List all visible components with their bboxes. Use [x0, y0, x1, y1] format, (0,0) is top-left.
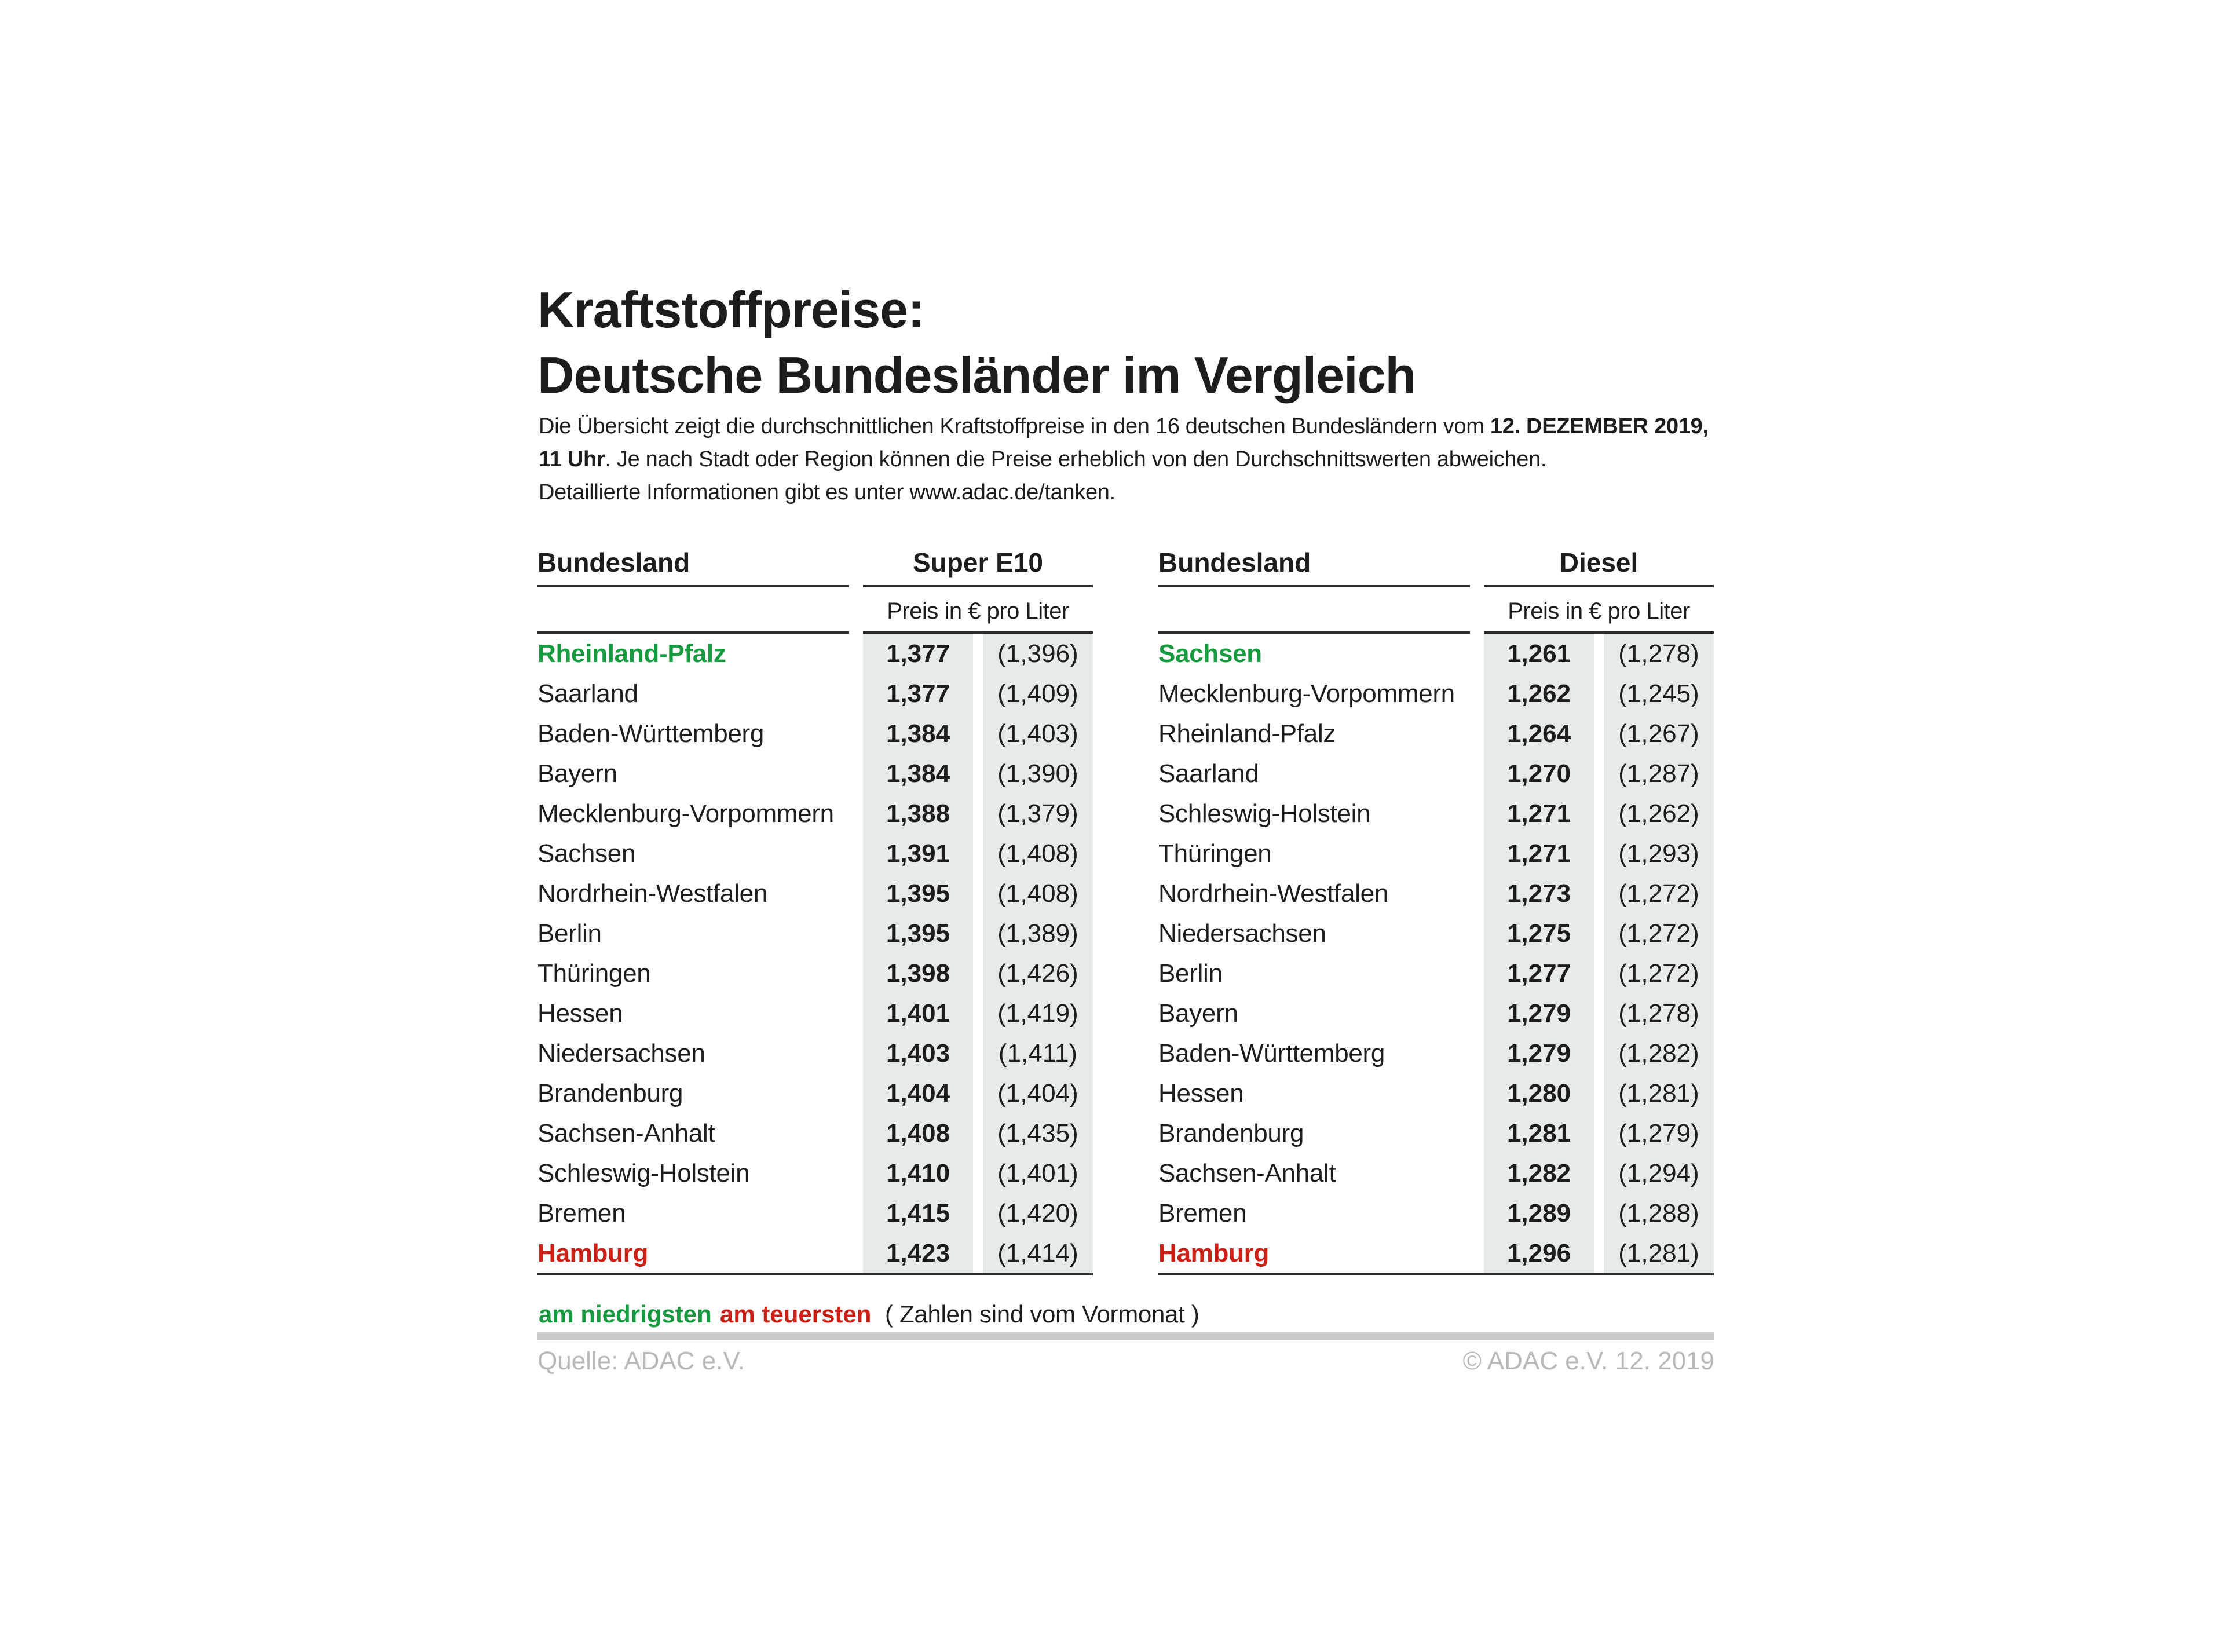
previous-month-price: (1,404): [997, 1079, 1078, 1108]
previous-month-price: (1,281): [1618, 1239, 1699, 1267]
table-diesel: [1158, 544, 1714, 1275]
current-price: 1,289: [1506, 1199, 1571, 1227]
table-row: [537, 834, 1093, 873]
page-title: [537, 277, 1416, 408]
previous-month-price: (1,278): [1618, 999, 1699, 1028]
table-body: [1158, 634, 1714, 1273]
state-name: Rheinland-Pfalz: [1158, 719, 1336, 748]
state-name: Sachsen-Anhalt: [1158, 1159, 1336, 1187]
previous-month-price: (1,426): [997, 959, 1078, 988]
table-row: [537, 993, 1093, 1033]
page-title-line1: Kraftstoffpreise:: [537, 281, 924, 338]
previous-month-price: (1,408): [997, 839, 1078, 868]
intro-line3-text: Detaillierte Informationen gibt es unter www.adac.de/tanken.: [539, 480, 1116, 505]
state-name: Niedersachsen: [537, 1039, 705, 1068]
table-row: [537, 1033, 1093, 1073]
state-name: Schleswig-Holstein: [1158, 799, 1371, 828]
current-price: 1,270: [1506, 759, 1571, 788]
intro-line2: [539, 443, 1709, 476]
previous-month-price: (1,262): [1618, 799, 1699, 828]
table-row: [1158, 794, 1714, 834]
state-name: Bremen: [1158, 1199, 1247, 1227]
state-name: Saarland: [537, 679, 638, 708]
current-price: 1,384: [886, 719, 950, 748]
state-name: Mecklenburg-Vorpommern: [537, 799, 834, 828]
state-name: Berlin: [537, 919, 602, 948]
previous-month-price: (1,401): [997, 1159, 1078, 1187]
state-name: Schleswig-Holstein: [537, 1159, 750, 1187]
table-row: [1158, 913, 1714, 953]
current-price: 1,277: [1506, 959, 1571, 988]
state-name: Berlin: [1158, 959, 1223, 988]
header-rule: [1484, 585, 1714, 587]
legend-note: ( Zahlen sind vom Vormonat ): [885, 1300, 1199, 1328]
current-price: 1,401: [886, 999, 950, 1028]
intro-line1-regular: Die Übersicht zeigt die durchschnittlichen Kraftstoffpreise in den 16 deutschen Bundesländern vom: [539, 414, 1490, 438]
table-row: [537, 913, 1093, 953]
legend: [537, 1296, 1714, 1332]
table-row: [1158, 754, 1714, 794]
previous-month-price: (1,419): [997, 999, 1078, 1028]
table-row: [1158, 1153, 1714, 1193]
intro-line2-regular: . Je nach Stadt oder Region können die Preise erheblich von den Durchschnittswerten abweichen.: [605, 447, 1547, 472]
current-price: 1,279: [1506, 1039, 1571, 1068]
table-super-e10: [537, 544, 1093, 1275]
table-row: [1158, 1193, 1714, 1233]
previous-month-price: (1,409): [997, 679, 1078, 708]
source-label: Quelle: ADAC e.V.: [537, 1347, 745, 1375]
table-row: [1158, 993, 1714, 1033]
state-name: Hessen: [537, 999, 623, 1028]
current-price: 1,391: [886, 839, 950, 868]
state-name: Thüringen: [537, 959, 651, 988]
previous-month-price: (1,396): [997, 639, 1078, 668]
current-price: 1,282: [1506, 1159, 1571, 1187]
current-price: 1,395: [886, 919, 950, 948]
footer: [537, 1344, 1714, 1379]
previous-month-price: (1,245): [1618, 679, 1699, 708]
legend-highest-label: am teuersten: [720, 1300, 872, 1328]
state-name: Niedersachsen: [1158, 919, 1326, 948]
table-row: [537, 1153, 1093, 1193]
current-price: 1,415: [886, 1199, 950, 1227]
previous-month-price: (1,267): [1618, 719, 1699, 748]
column-header-fuel: Super E10: [913, 547, 1043, 578]
previous-month-price: (1,282): [1618, 1039, 1699, 1068]
state-name: Saarland: [1158, 759, 1259, 788]
table-row: [537, 794, 1093, 834]
intro-time-bold: 11 Uhr: [539, 447, 605, 472]
current-price: 1,261: [1506, 639, 1571, 668]
previous-month-price: (1,414): [997, 1239, 1078, 1267]
state-name: Hamburg: [1158, 1239, 1270, 1267]
previous-month-price: (1,390): [997, 759, 1078, 788]
current-price: 1,395: [886, 879, 950, 908]
state-name: Nordrhein-Westfalen: [537, 879, 768, 908]
table-row: [1158, 953, 1714, 993]
state-name: Sachsen: [1158, 639, 1262, 668]
current-price: 1,264: [1506, 719, 1571, 748]
table-body: [537, 634, 1093, 1273]
previous-month-price: (1,403): [997, 719, 1078, 748]
current-price: 1,408: [886, 1119, 950, 1147]
state-name: Brandenburg: [1158, 1119, 1304, 1147]
state-name: Sachsen-Anhalt: [537, 1119, 715, 1147]
column-header-bundesland: Bundesland: [1158, 547, 1311, 578]
table-row: [537, 1113, 1093, 1153]
previous-month-price: (1,281): [1618, 1079, 1699, 1108]
current-price: 1,404: [886, 1079, 950, 1108]
current-price: 1,262: [1506, 679, 1571, 708]
table-row: [537, 1233, 1093, 1273]
previous-month-price: (1,435): [997, 1119, 1078, 1147]
bottom-rule: [1158, 1273, 1714, 1275]
previous-month-price: (1,272): [1618, 959, 1699, 988]
current-price: 1,281: [1506, 1119, 1571, 1147]
previous-month-price: (1,389): [997, 919, 1078, 948]
previous-month-price: (1,279): [1618, 1119, 1699, 1147]
state-name: Sachsen: [537, 839, 636, 868]
previous-month-price: (1,272): [1618, 919, 1699, 948]
legend-lowest-label: am niedrigsten: [539, 1300, 712, 1328]
current-price: 1,403: [886, 1039, 950, 1068]
state-name: Bayern: [537, 759, 617, 788]
intro-line1: [539, 410, 1709, 443]
previous-month-price: (1,294): [1618, 1159, 1699, 1187]
footer-divider: [537, 1332, 1714, 1340]
table-row: [537, 714, 1093, 754]
current-price: 1,410: [886, 1159, 950, 1187]
state-name: Baden-Württemberg: [1158, 1039, 1385, 1068]
current-price: 1,423: [886, 1239, 950, 1267]
table-row: [1158, 1113, 1714, 1153]
previous-month-price: (1,288): [1618, 1199, 1699, 1227]
current-price: 1,377: [886, 639, 950, 668]
table-row: [1158, 714, 1714, 754]
current-price: 1,279: [1506, 999, 1571, 1028]
state-name: Rheinland-Pfalz: [537, 639, 726, 668]
page-title-line2: Deutsche Bundesländer im Vergleich: [537, 346, 1416, 404]
current-price: 1,273: [1506, 879, 1571, 908]
table-row: [1158, 873, 1714, 913]
state-name: Mecklenburg-Vorpommern: [1158, 679, 1455, 708]
state-name: Hamburg: [537, 1239, 649, 1267]
copyright-label: © ADAC e.V. 12. 2019: [1462, 1347, 1714, 1375]
previous-month-price: (1,411): [998, 1039, 1078, 1068]
previous-month-price: (1,287): [1618, 759, 1699, 788]
header-rule: [863, 585, 1093, 587]
current-price: 1,384: [886, 759, 950, 788]
table-row: [537, 873, 1093, 913]
table-row: [537, 754, 1093, 794]
table-row: [1158, 1073, 1714, 1113]
previous-month-price: (1,293): [1618, 839, 1699, 868]
table-row: [1158, 834, 1714, 873]
state-name: Hessen: [1158, 1079, 1244, 1108]
current-price: 1,296: [1506, 1239, 1571, 1267]
table-row: [1158, 1233, 1714, 1273]
state-name: Bayern: [1158, 999, 1238, 1028]
header-rule: [1158, 585, 1470, 587]
table-row: [1158, 634, 1714, 674]
current-price: 1,377: [886, 679, 950, 708]
column-header-bundesland: Bundesland: [537, 547, 690, 578]
intro-text: [539, 410, 1709, 509]
state-name: Nordrhein-Westfalen: [1158, 879, 1389, 908]
previous-month-price: (1,272): [1618, 879, 1699, 908]
previous-month-price: (1,278): [1618, 639, 1699, 668]
table-row: [537, 1193, 1093, 1233]
unit-label: Preis in € pro Liter: [1508, 598, 1690, 624]
previous-month-price: (1,408): [997, 879, 1078, 908]
unit-label: Preis in € pro Liter: [887, 598, 1069, 624]
current-price: 1,280: [1506, 1079, 1571, 1108]
table-row: [537, 634, 1093, 674]
state-name: Thüringen: [1158, 839, 1272, 868]
table-row: [537, 1073, 1093, 1113]
state-name: Baden-Württemberg: [537, 719, 765, 748]
state-name: Bremen: [537, 1199, 626, 1227]
table-row: [537, 953, 1093, 993]
previous-month-price: (1,420): [997, 1199, 1078, 1227]
table-row: [1158, 1033, 1714, 1073]
current-price: 1,271: [1506, 799, 1571, 828]
previous-month-price: (1,379): [997, 799, 1078, 828]
state-name: Brandenburg: [537, 1079, 683, 1108]
current-price: 1,388: [886, 799, 950, 828]
table-row: [1158, 674, 1714, 714]
intro-line3: [539, 476, 1709, 509]
intro-date-bold: 12. DEZEMBER 2019,: [1490, 414, 1709, 438]
table-row: [537, 674, 1093, 714]
current-price: 1,398: [886, 959, 950, 988]
bottom-rule: [537, 1273, 1093, 1275]
current-price: 1,275: [1506, 919, 1571, 948]
header-rule: [537, 585, 849, 587]
current-price: 1,271: [1506, 839, 1571, 868]
column-header-fuel: Diesel: [1559, 547, 1638, 578]
